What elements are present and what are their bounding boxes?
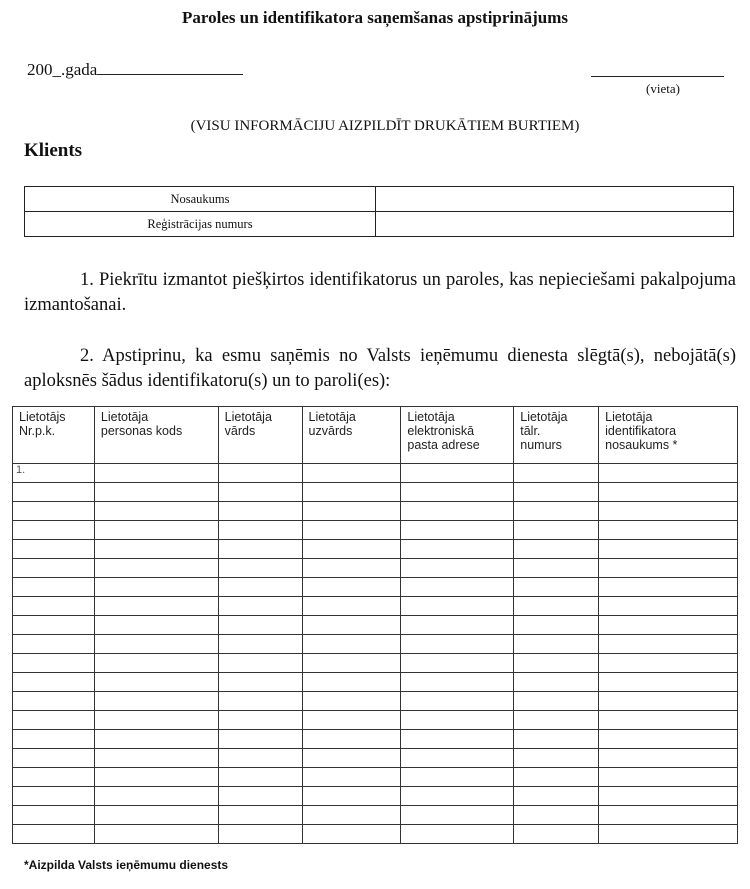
table-cell[interactable] xyxy=(94,787,218,806)
table-cell[interactable] xyxy=(13,654,95,673)
table-cell[interactable] xyxy=(514,692,599,711)
users-column-header xyxy=(514,407,599,464)
client-row xyxy=(25,187,734,212)
table-cell[interactable] xyxy=(218,768,302,787)
table-cell[interactable] xyxy=(13,692,95,711)
table-cell[interactable] xyxy=(302,730,401,749)
column-header-line: Lietotāja xyxy=(100,410,149,424)
table-cell[interactable] xyxy=(13,825,95,844)
table-cell[interactable] xyxy=(401,673,514,692)
table-row xyxy=(13,483,738,502)
table-cell[interactable] xyxy=(94,521,218,540)
table-row xyxy=(13,635,738,654)
table-row xyxy=(13,540,738,559)
table-cell[interactable] xyxy=(599,502,738,521)
table-cell[interactable] xyxy=(94,635,218,654)
table-row xyxy=(13,559,738,578)
table-cell[interactable] xyxy=(302,521,401,540)
table-cell[interactable] xyxy=(218,521,302,540)
table-cell[interactable] xyxy=(401,749,514,768)
table-cell[interactable] xyxy=(302,540,401,559)
column-header-line: numurs xyxy=(520,438,562,452)
table-cell[interactable] xyxy=(302,559,401,578)
table-cell[interactable] xyxy=(599,616,738,635)
table-cell[interactable] xyxy=(218,825,302,844)
table-cell[interactable] xyxy=(13,597,95,616)
table-cell[interactable] xyxy=(599,787,738,806)
table-row xyxy=(13,711,738,730)
table-cell[interactable] xyxy=(514,616,599,635)
column-header-line: Lietotāja xyxy=(407,410,455,424)
client-value-name[interactable] xyxy=(376,187,734,212)
table-cell[interactable] xyxy=(94,692,218,711)
table-cell[interactable] xyxy=(302,483,401,502)
table-cell[interactable] xyxy=(514,502,599,521)
table-cell[interactable] xyxy=(218,692,302,711)
table-cell[interactable] xyxy=(599,825,738,844)
table-cell[interactable] xyxy=(94,502,218,521)
table-cell[interactable] xyxy=(13,540,95,559)
table-cell[interactable] xyxy=(218,806,302,825)
table-row xyxy=(13,616,738,635)
table-cell[interactable] xyxy=(599,730,738,749)
table-cell[interactable] xyxy=(13,502,95,521)
paragraph-confirmation xyxy=(24,344,736,394)
table-row xyxy=(13,673,738,692)
table-cell[interactable] xyxy=(514,483,599,502)
fill-instruction: (VISU INFORMĀCIJU AIZPILDĪT DRUKĀTIEM BURTIEM) xyxy=(190,118,580,134)
table-cell[interactable] xyxy=(94,540,218,559)
date-prefix: 200_.gada xyxy=(27,60,98,79)
table-cell[interactable] xyxy=(514,597,599,616)
table-cell[interactable] xyxy=(514,635,599,654)
table-cell[interactable] xyxy=(514,787,599,806)
paragraph-consent xyxy=(24,268,736,318)
table-cell[interactable] xyxy=(302,711,401,730)
column-header-line: identifikatora xyxy=(605,424,677,438)
table-cell[interactable] xyxy=(514,654,599,673)
users-column-header xyxy=(401,407,514,464)
table-cell[interactable] xyxy=(13,521,95,540)
table-cell[interactable] xyxy=(302,502,401,521)
table-cell[interactable] xyxy=(401,521,514,540)
table-cell[interactable] xyxy=(13,749,95,768)
column-header-line: Nr.p.k. xyxy=(19,424,56,438)
table-cell[interactable] xyxy=(599,464,738,483)
table-cell[interactable] xyxy=(302,825,401,844)
table-cell[interactable] xyxy=(218,654,302,673)
table-cell[interactable] xyxy=(218,464,302,483)
column-header-line: uzvārds xyxy=(308,424,353,438)
table-cell[interactable] xyxy=(401,711,514,730)
date-blank-field[interactable] xyxy=(97,58,243,75)
table-cell[interactable] xyxy=(218,483,302,502)
table-cell[interactable] xyxy=(599,540,738,559)
table-row xyxy=(13,464,738,483)
users-column-header xyxy=(218,407,302,464)
table-cell[interactable] xyxy=(401,559,514,578)
table-cell[interactable] xyxy=(514,825,599,844)
table-cell[interactable] xyxy=(94,483,218,502)
table-cell[interactable] xyxy=(401,806,514,825)
table-cell[interactable] xyxy=(94,559,218,578)
table-cell[interactable] xyxy=(218,559,302,578)
users-column-header xyxy=(302,407,401,464)
table-cell[interactable] xyxy=(218,616,302,635)
column-header-line: Lietotājs xyxy=(19,410,66,424)
table-cell[interactable] xyxy=(514,464,599,483)
table-cell[interactable] xyxy=(302,692,401,711)
table-cell[interactable] xyxy=(599,578,738,597)
table-cell[interactable] xyxy=(13,483,95,502)
table-cell[interactable] xyxy=(94,616,218,635)
table-cell[interactable] xyxy=(401,692,514,711)
table-cell[interactable] xyxy=(401,768,514,787)
column-header-line: vārds xyxy=(224,424,256,438)
table-cell[interactable] xyxy=(514,540,599,559)
client-row xyxy=(25,212,734,237)
table-cell[interactable] xyxy=(13,578,95,597)
table-row xyxy=(13,806,738,825)
table-cell[interactable] xyxy=(514,806,599,825)
table-cell[interactable] xyxy=(514,673,599,692)
users-table-body xyxy=(13,464,738,844)
table-row xyxy=(13,597,738,616)
table-cell[interactable] xyxy=(13,730,95,749)
table-cell[interactable]: 1. xyxy=(13,464,95,483)
client-table xyxy=(24,186,734,237)
column-header-line: elektroniskā xyxy=(407,424,475,438)
table-cell[interactable] xyxy=(218,597,302,616)
table-cell[interactable] xyxy=(13,711,95,730)
users-column-header xyxy=(94,407,218,464)
table-row xyxy=(13,768,738,787)
table-row xyxy=(13,749,738,768)
table-cell[interactable] xyxy=(401,635,514,654)
table-cell[interactable] xyxy=(94,768,218,787)
table-cell[interactable] xyxy=(94,464,218,483)
table-cell[interactable] xyxy=(514,521,599,540)
table-cell[interactable] xyxy=(302,654,401,673)
paragraph-consent-text: 1. Piekrītu izmantot piešķirtos identifikatorus un paroles, kas nepieciešami pakalpojuma izmantošanai. xyxy=(24,270,736,315)
column-header-line: Lietotāja xyxy=(224,410,272,424)
table-cell[interactable] xyxy=(13,768,95,787)
table-cell[interactable] xyxy=(302,787,401,806)
table-cell[interactable] xyxy=(302,635,401,654)
table-cell[interactable] xyxy=(401,578,514,597)
column-header-line: Lietotāja xyxy=(308,410,356,424)
table-row xyxy=(13,578,738,597)
table-cell[interactable] xyxy=(302,749,401,768)
table-cell[interactable] xyxy=(401,730,514,749)
table-cell[interactable] xyxy=(514,768,599,787)
footnote: *Aizpilda Valsts ieņēmumu dienests xyxy=(24,858,229,872)
table-cell[interactable] xyxy=(599,749,738,768)
column-header-line: nosaukums * xyxy=(605,438,678,452)
table-cell[interactable] xyxy=(218,673,302,692)
table-cell[interactable] xyxy=(401,616,514,635)
client-heading: Klients xyxy=(24,140,83,161)
table-cell[interactable] xyxy=(514,730,599,749)
table-row xyxy=(13,521,738,540)
table-cell[interactable] xyxy=(599,654,738,673)
table-cell[interactable] xyxy=(599,806,738,825)
table-cell[interactable] xyxy=(218,749,302,768)
table-cell[interactable] xyxy=(302,597,401,616)
table-cell[interactable] xyxy=(401,464,514,483)
users-column-header xyxy=(599,407,738,464)
table-row xyxy=(13,654,738,673)
table-row xyxy=(13,825,738,844)
table-cell[interactable] xyxy=(94,825,218,844)
table-cell[interactable] xyxy=(599,711,738,730)
table-cell[interactable] xyxy=(218,711,302,730)
column-header-line: tālr. xyxy=(520,424,541,438)
table-cell[interactable] xyxy=(94,578,218,597)
table-cell[interactable] xyxy=(401,825,514,844)
table-cell[interactable] xyxy=(599,521,738,540)
table-cell[interactable] xyxy=(599,768,738,787)
table-row xyxy=(13,692,738,711)
place-label: (vieta) xyxy=(646,81,680,96)
table-cell[interactable] xyxy=(401,654,514,673)
table-cell[interactable] xyxy=(218,787,302,806)
table-cell[interactable] xyxy=(401,502,514,521)
table-cell[interactable] xyxy=(218,578,302,597)
table-cell[interactable] xyxy=(302,673,401,692)
table-cell[interactable] xyxy=(94,673,218,692)
users-table-header xyxy=(13,407,738,464)
place-blank-field[interactable] xyxy=(591,76,724,77)
table-cell[interactable] xyxy=(218,502,302,521)
table-cell[interactable] xyxy=(94,806,218,825)
date-line xyxy=(27,58,243,80)
table-cell[interactable] xyxy=(514,711,599,730)
column-header-line: pasta adrese xyxy=(407,438,480,452)
table-cell[interactable] xyxy=(514,559,599,578)
client-label-regnum: Reģistrācijas numurs xyxy=(25,212,376,237)
table-cell[interactable] xyxy=(302,806,401,825)
table-cell[interactable] xyxy=(401,787,514,806)
table-cell[interactable] xyxy=(401,597,514,616)
table-cell[interactable] xyxy=(302,616,401,635)
client-value-regnum[interactable] xyxy=(376,212,734,237)
paragraph-confirmation-text: 2. Apstiprinu, ka esmu saņēmis no Valsts ieņēmumu dienesta slēgtā(s), nebojātā(s) aploksnēs šādus identifikatoru(s) un to paroli(es): xyxy=(24,346,736,391)
table-cell[interactable] xyxy=(401,483,514,502)
table-cell[interactable] xyxy=(514,578,599,597)
table-cell[interactable] xyxy=(13,635,95,654)
table-cell[interactable] xyxy=(13,806,95,825)
table-cell[interactable] xyxy=(514,749,599,768)
table-cell[interactable] xyxy=(599,597,738,616)
table-row xyxy=(13,730,738,749)
table-cell[interactable] xyxy=(94,711,218,730)
document-title: Paroles un identifikatora saņemšanas apstiprinājums xyxy=(181,8,568,27)
client-label-name: Nosaukums xyxy=(25,187,376,212)
table-cell[interactable] xyxy=(218,730,302,749)
column-header-line: Lietotāja xyxy=(605,410,653,424)
table-cell[interactable] xyxy=(599,483,738,502)
table-cell[interactable] xyxy=(599,692,738,711)
table-cell[interactable] xyxy=(13,787,95,806)
table-cell[interactable] xyxy=(302,578,401,597)
table-cell[interactable] xyxy=(218,635,302,654)
table-cell[interactable] xyxy=(401,540,514,559)
table-cell[interactable] xyxy=(13,616,95,635)
column-header-line: personas kods xyxy=(100,424,183,438)
users-column-header xyxy=(13,407,95,464)
table-cell[interactable] xyxy=(599,673,738,692)
table-cell[interactable] xyxy=(302,768,401,787)
table-cell[interactable] xyxy=(13,559,95,578)
table-row xyxy=(13,787,738,806)
table-cell[interactable] xyxy=(13,673,95,692)
table-cell[interactable] xyxy=(94,730,218,749)
users-table xyxy=(12,406,738,844)
table-cell[interactable] xyxy=(218,540,302,559)
table-cell[interactable] xyxy=(599,635,738,654)
table-row xyxy=(13,502,738,521)
table-cell[interactable] xyxy=(94,654,218,673)
table-cell[interactable] xyxy=(94,597,218,616)
table-cell[interactable] xyxy=(599,559,738,578)
table-cell[interactable] xyxy=(94,749,218,768)
table-cell[interactable] xyxy=(302,464,401,483)
column-header-line: Lietotāja xyxy=(520,410,568,424)
